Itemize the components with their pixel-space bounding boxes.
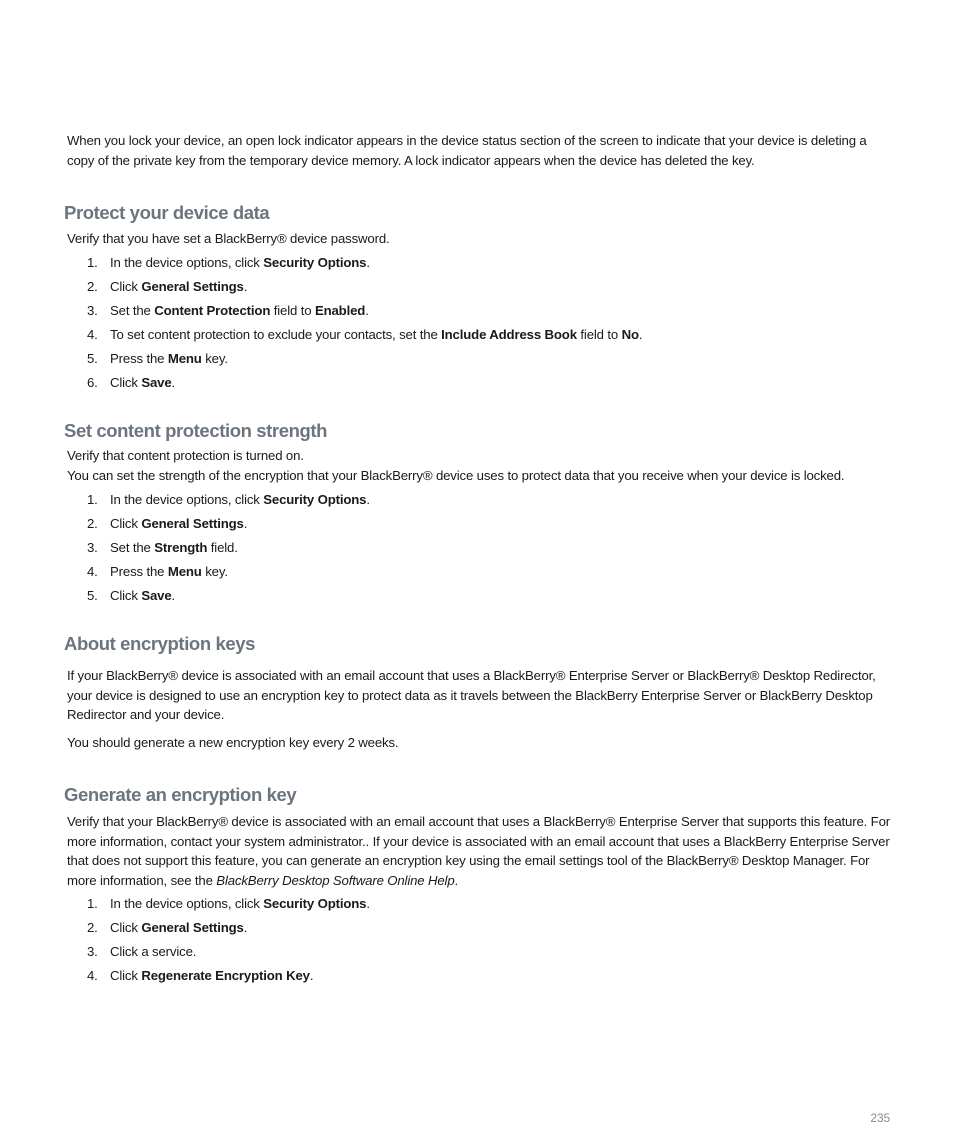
heading-about-encryption-keys: About encryption keys bbox=[64, 633, 256, 654]
list-item: 2. Click General Settings. bbox=[87, 516, 248, 531]
list-item: 1. In the device options, click Security Options. bbox=[87, 255, 370, 270]
strength-steps-list bbox=[0, 488, 954, 608]
about-paragraph-2: You should generate a new encryption key every 2 weeks. bbox=[67, 735, 399, 750]
strength-prereq: Verify that content protection is turned on. bbox=[67, 448, 304, 463]
list-item: 1. In the device options, click Security Options. bbox=[87, 896, 370, 911]
list-item: 6. Click Save. bbox=[87, 375, 176, 390]
list-item: 3. Set the Content Protection field to Enabled. bbox=[87, 303, 369, 318]
strength-description: You can set the strength of the encryption that your BlackBerry® device uses to protect data that you receive when your device is locked. bbox=[67, 468, 845, 483]
protect-prereq: Verify that you have set a BlackBerry® device password. bbox=[67, 231, 390, 246]
heading-generate-encryption-key: Generate an encryption key bbox=[64, 784, 297, 805]
list-item: 5. Click Save. bbox=[87, 588, 176, 603]
page-number: 235 bbox=[870, 1111, 890, 1125]
generate-steps-list bbox=[0, 892, 954, 988]
generate-prereq: Verify that your BlackBerry® device is associated with an email account that uses a BlackBerry® Enterprise Server that supports this feature. For more information, contact your system administrator.. If your device is associated with an email account that uses a BlackBerry Enterprise Server that does not support this feature, you can generate an encryption key using the email settings tool of the BlackBerry® Desktop Manager. For more information, see the BlackBerry Desktop Software Online Help. bbox=[67, 814, 891, 888]
list-item: 3. Set the Strength field. bbox=[87, 540, 238, 555]
intro-paragraph: When you lock your device, an open lock indicator appears in the device status section of the screen to indicate that your device is deleting a copy of the private key from the temporary device memory. A lock indicator appears when the device has deleted the key. bbox=[67, 133, 867, 168]
heading-content-protection-strength: Set content protection strength bbox=[64, 420, 328, 441]
list-item: 4. Press the Menu key. bbox=[87, 564, 228, 579]
about-paragraph-1: If your BlackBerry® device is associated with an email account that uses a BlackBerry® Enterprise Server or BlackBerry® Desktop Redirector, your device is designed to use an encryption key to protect data as it travels between the BlackBerry Enterprise Server or BlackBerry Desktop Redirector and your device. bbox=[67, 668, 876, 722]
list-item: 2. Click General Settings. bbox=[87, 920, 248, 935]
protect-steps-list bbox=[0, 251, 954, 395]
list-item: 3. Click a service. bbox=[87, 944, 197, 959]
online-help-reference: BlackBerry Desktop Software Online Help bbox=[216, 872, 455, 888]
list-item: 5. Press the Menu key. bbox=[87, 351, 228, 366]
list-item: 2. Click General Settings. bbox=[87, 279, 248, 294]
list-item: 1. In the device options, click Security Options. bbox=[87, 492, 370, 507]
list-item: 4. To set content protection to exclude your contacts, set the Include Address Book field to No. bbox=[87, 327, 643, 342]
list-item: 4. Click Regenerate Encryption Key. bbox=[87, 968, 314, 983]
heading-protect-device-data: Protect your device data bbox=[64, 202, 270, 223]
